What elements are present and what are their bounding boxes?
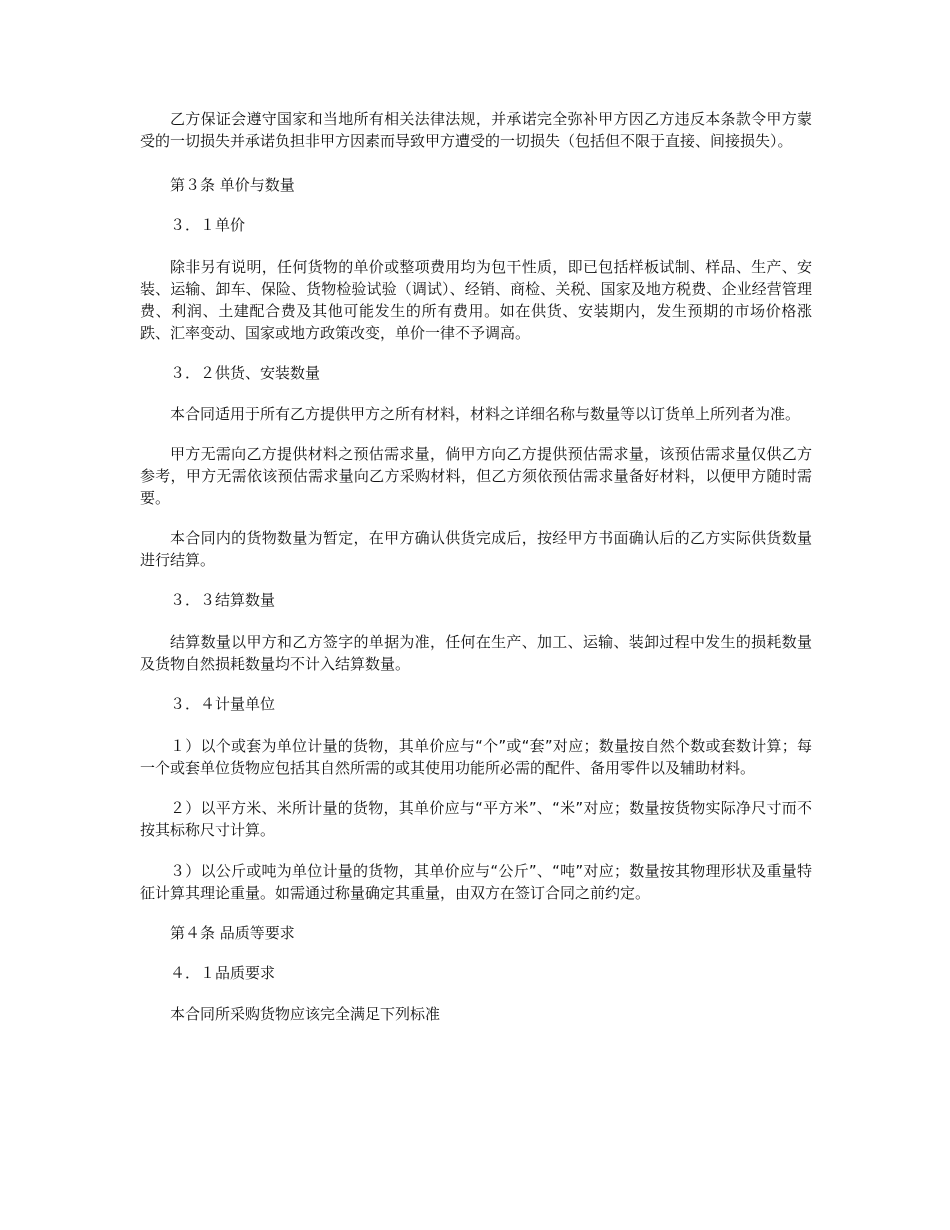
paragraph-unit-price: 除非另有说明，任何货物的单价或整项费用均为包干性质，即已包括样板试制、样品、生产、安装、运输、卸车、保险、货物检验试验（调试）、经销、商检、关税、国家及地方税费、企业经营管理费、利润、土建配合费及其他可能发生的所有费用。如在供货、安装期内，发生预期的市场价格涨跌、汇率变动、国家或地方政策改变，单价一律不予调高。 (140, 258, 812, 342)
paragraph-quality-standards: 本合同所采购货物应该完全满足下列标准 (170, 1005, 441, 1023)
heading-3-1: ３．１单价 (170, 216, 246, 234)
paragraph-unit-weight: ３）以公斤或吨为单位计量的货物，其单价应与“公斤”、“吨”对应；数量按其物理形状及重量特征计算其理论重量。如需通过称量确定其重量，由双方在签订合同之前约定。 (140, 862, 812, 902)
paragraph-estimate: 甲方无需向乙方提供材料之预估需求量，倘甲方向乙方提供预估需求量，该预估需求量仅供乙方参考，甲方无需依该预估需求量向乙方采购材料，但乙方须依预估需求量备好材料，以便甲方随时需要。 (140, 445, 812, 507)
heading-3-2: ３．２供货、安装数量 (170, 364, 321, 382)
heading-4-1: ４．１品质要求 (170, 964, 276, 982)
heading-article-3: 第３条 单价与数量 (170, 176, 295, 194)
document-page (140, 108, 812, 1025)
heading-article-4: 第４条 品质等要求 (170, 924, 295, 942)
paragraph-unit-area-length: ２）以平方米、米所计量的货物，其单价应与“平方米”、“米”对应；数量按货物实际净尺寸而不按其标称尺寸计算。 (140, 799, 812, 839)
paragraph-unit-pieces: １）以个或套为单位计量的货物，其单价应与“个”或“套”对应；数量按自然个数或套数计算；每一个或套单位货物应包括其自然所需的或其使用功能所必需的配件、备用零件以及辅助材料。 (140, 737, 812, 777)
heading-3-4: ３．４计量单位 (170, 695, 276, 713)
paragraph-scope: 本合同适用于所有乙方提供甲方之所有材料，材料之详细名称与数量等以订货单上所列者为准。 (170, 405, 801, 423)
paragraph-compliance: 乙方保证会遵守国家和当地所有相关法律法规，并承诺完全弥补甲方因乙方违反本条款令甲方蒙受的一切损失并承诺负担非甲方因素而导致甲方遭受的一切损失（包括但不限于直接、间接损失）。 (140, 110, 812, 150)
heading-3-3: ３．３结算数量 (170, 591, 276, 609)
paragraph-provisional-quantity: 本合同内的货物数量为暂定，在甲方确认供货完成后，按经甲方书面确认后的乙方实际供货数量进行结算。 (140, 529, 812, 569)
paragraph-settlement-quantity: 结算数量以甲方和乙方签字的单据为准，任何在生产、加工、运输、装卸过程中发生的损耗数量及货物自然损耗数量均不计入结算数量。 (140, 633, 812, 673)
